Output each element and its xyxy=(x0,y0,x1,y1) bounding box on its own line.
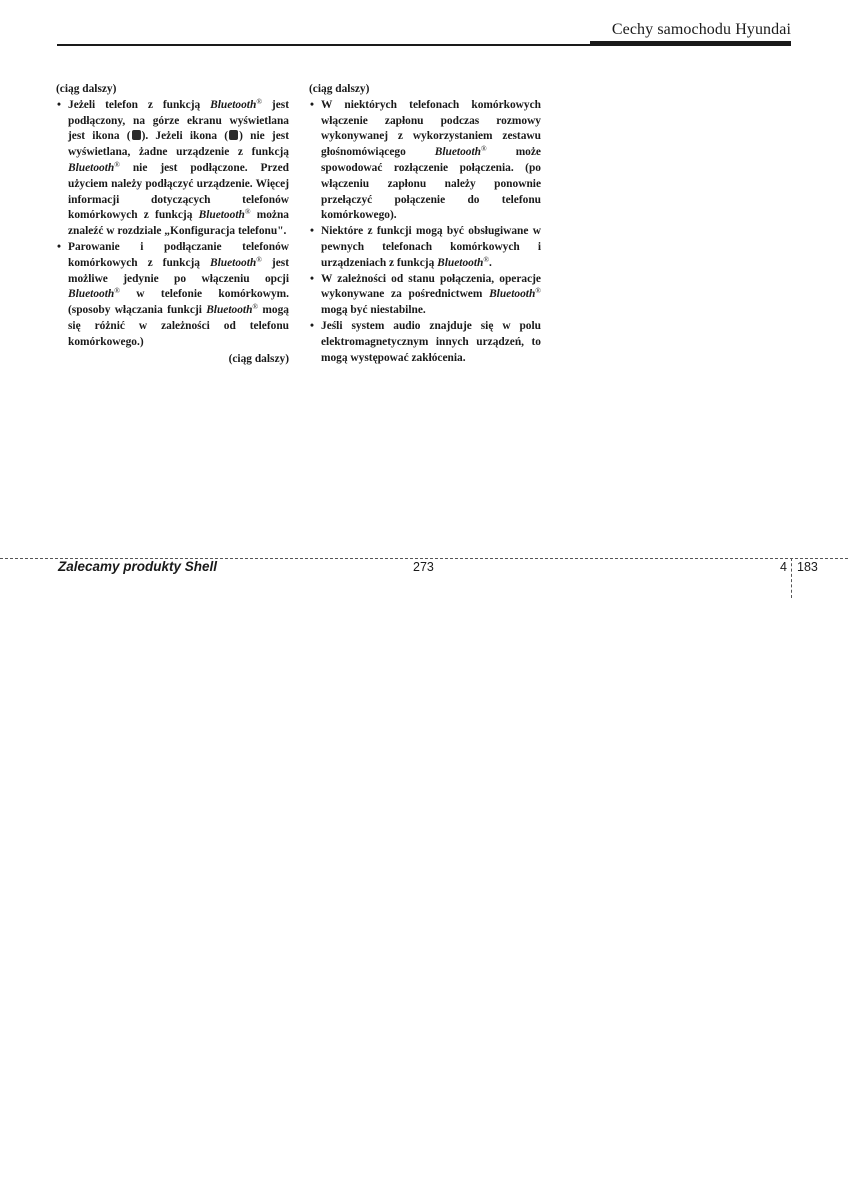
list-item: • W zależności od stanu połączenia, operacje wykonywane za pośrednictwem Bluetooth® mogą być niestabilne. xyxy=(309,272,541,319)
left-column xyxy=(56,82,289,367)
continued-label: (ciąg dalszy) xyxy=(228,352,289,365)
list-item: • Jeżeli telefon z funkcją Bluetooth® jest podłączony, na górze ekranu wyświetlana jest ikona ( ). Jeżeli ikona ( ) nie jest wyświetlana, żadne urządzenie z funkcją Bluetooth® nie jest podłączone. Przed użyciem należy podłączyć urządzenie. Więcej informacji dotyczących telefonów komórkowych z funkcją Bluetooth® można znaleźć w rozdziale „Konfiguracja telefonu". xyxy=(56,98,289,240)
bullet-list xyxy=(56,98,289,351)
bluetooth-status-icon xyxy=(229,130,238,140)
header-title: Cechy samochodu Hyundai xyxy=(611,21,791,38)
list-item: • W niektórych telefonach komórkowych włączenie zapłonu podczas rozmowy wykonywanej z wykorzystaniem zestawu głośnomówiącego Bluetooth® może spowodować rozłączenie połączenia. (po włączeniu zapłonu należy ponownie przełączyć połączenie do telefonu komórkowego). xyxy=(309,98,541,224)
bullet-list xyxy=(309,98,541,367)
list-item: • Parowanie i podłączanie telefonów komórkowych z funkcją Bluetooth® jest możliwe jedynie po włączeniu opcji Bluetooth® w telefonie komórkowym. (sposoby włączania funkcji Bluetooth® mogą się różnić w zależności od telefonu komórkowego.) xyxy=(56,240,289,351)
footer-number: 273 xyxy=(413,560,434,574)
chapter-number: 4 xyxy=(780,560,787,574)
list-item: • Jeśli system audio znajduje się w polu elektromagnetycznym innych urządzeń, to mogą występować zakłócenia. xyxy=(309,319,541,366)
list-item: • Niektóre z funkcji mogą być obsługiwane w pewnych telefonach komórkowych i urządzeniach z funkcją Bluetooth®. xyxy=(309,224,541,271)
bluetooth-status-icon xyxy=(132,130,141,140)
right-column xyxy=(309,82,541,366)
page-number: 183 xyxy=(797,560,818,574)
header-rule-accent xyxy=(590,41,791,46)
footer-page-divider xyxy=(791,558,792,598)
continued-label: (ciąg dalszy) xyxy=(56,83,117,95)
header-rule xyxy=(57,44,593,46)
continued-label: (ciąg dalszy) xyxy=(309,83,370,95)
footer-text: Zalecamy produkty Shell xyxy=(58,559,218,574)
